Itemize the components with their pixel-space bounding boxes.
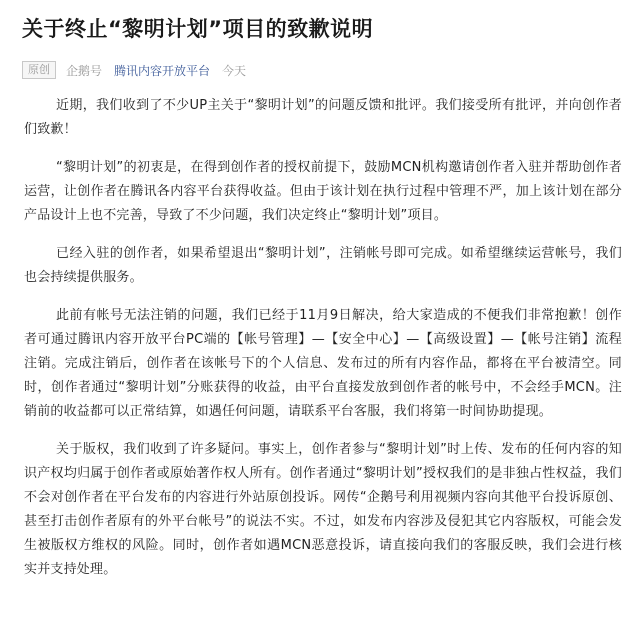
paragraph-apology: 近期，我们收到了不少UP主关于“黎明计划”的问题反馈和批评。我们接受所有批评，并向创作者们致歉！	[24, 98, 622, 137]
original-badge: 原创	[22, 61, 56, 79]
source-name-link[interactable]: 腾讯内容开放平台	[114, 63, 211, 78]
publish-date: 今天	[222, 63, 247, 78]
paragraph-background: “黎明计划”的初衷是，在得到创作者的授权前提下，鼓励MCN机构邀请创作者入驻并帮助创作者运营，让创作者在腾讯各内容平台获得收益。但由于该计划在执行过程中管理不严，加上该计划在部分产品设计上也不完善，导致了不少问题，我们决定终止“黎明计划”项目。	[24, 160, 622, 223]
article-title: 关于终止“黎明计划”项目的致歉说明	[22, 17, 374, 41]
source-type: 企鹅号	[66, 63, 103, 78]
article-meta	[22, 60, 622, 80]
paragraph-exit: 已经入驻的创作者，如果希望退出“黎明计划”，注销帐号即可完成。如希望继续运营帐号，我们也会持续提供服务。	[24, 246, 622, 285]
paragraph-cancellation: 此前有帐号无法注销的问题，我们已经于11月9日解决，给大家造成的不便我们非常抱歉！创作者可通过腾讯内容开放平台PC端的【帐号管理】—【安全中心】—【高级设置】—【帐号注销】流程注销。完成注销后，创作者在该帐号下的个人信息、发布过的所有内容作品，都将在平台被清空。同时，创作者通过“黎明计划”分账获得的收益，由平台直接发放到创作者的帐号中，不会经手MCN。注销前的收益都可以正常结算，如遇任何问题，请联系平台客服，我们将第一时间协助提现。	[24, 308, 622, 419]
paragraph-copyright: 关于版权，我们收到了许多疑问。事实上，创作者参与“黎明计划”时上传、发布的任何内容的知识产权均归属于创作者或原始著作权人所有。创作者通过“黎明计划”授权我们的是非独占性权益，我们不会对创作者在平台发布的内容进行外站原创投诉。网传“企鹅号利用视频内容向其他平台投诉原创、甚至打击创作者原有的外平台帐号”的说法不实。不过，如发布内容涉及侵犯其它内容版权，可能会发生被版权方维权的风险。同时，创作者如遇MCN恶意投诉，请直接向我们的客服反映，我们会进行核实并支持处理。	[24, 442, 622, 577]
article-body	[22, 94, 622, 582]
